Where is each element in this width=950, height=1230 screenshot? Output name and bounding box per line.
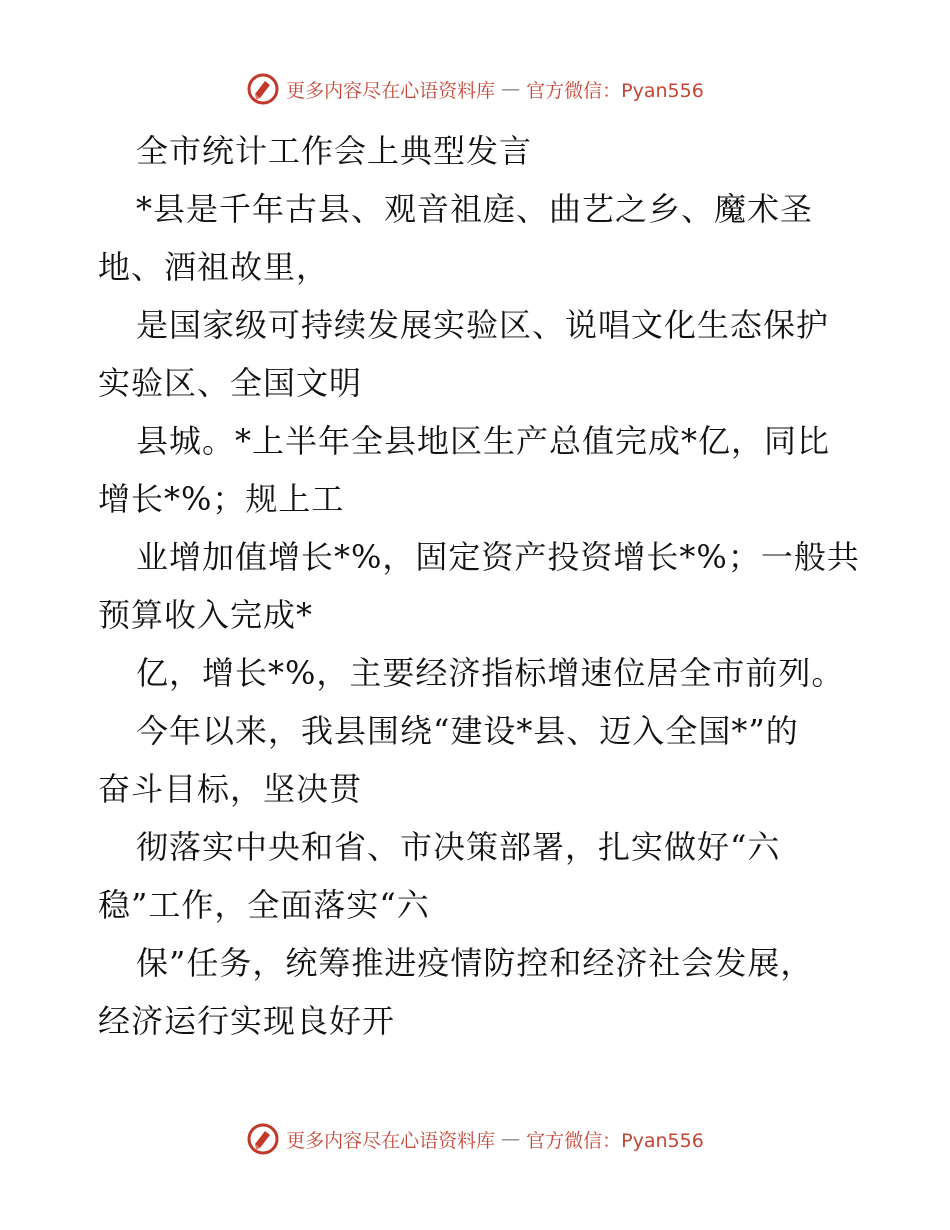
paragraph-5: 亿，增长*%，主要经济指标增速位居全市前列。 — [136, 654, 845, 692]
watermark-separator: — — [501, 78, 521, 100]
paragraph-1: *县是千年古县、观音祖庭、曲艺之乡、魔术圣 地、酒祖故里， — [98, 190, 814, 286]
watermark-separator: — — [501, 1128, 521, 1150]
document-body — [98, 122, 858, 1050]
watermark-wechat: 官方微信：Pyan556 — [526, 79, 704, 102]
paragraph-8: 保”任务，统筹推进疫情防控和经济社会发展， 经济运行实现良好开 — [98, 944, 814, 1040]
paragraph-7: 彻落实中央和省、市决策部署，扎实做好“六 稳”工作，全面落实“六 — [98, 828, 781, 924]
paragraph-6: 今年以来，我县围绕“建设*县、迈入全国*”的 奋斗目标，坚决贯 — [98, 712, 799, 808]
paragraph-4: 业增加值增长*%，固定资产投资增长*%；一般共 预算收入完成* — [98, 538, 860, 634]
watermark-text: 更多内容尽在心语资料库 — [286, 79, 496, 102]
paragraph-3: 县城。*上半年全县地区生产总值完成*亿，同比 增长*%；规上工 — [98, 422, 831, 518]
watermark-wechat: 官方微信：Pyan556 — [526, 1129, 704, 1152]
document-title: 全市统计工作会上典型发言 — [136, 132, 533, 170]
paragraph-2: 是国家级可持续发展实验区、说唱文化生态保护 实验区、全国文明 — [98, 306, 830, 402]
header-watermark — [0, 72, 950, 106]
watermark-text: 更多内容尽在心语资料库 — [286, 1129, 496, 1152]
brand-logo-icon — [246, 72, 280, 106]
brand-logo-icon — [246, 1122, 280, 1156]
footer-watermark — [0, 1122, 950, 1156]
